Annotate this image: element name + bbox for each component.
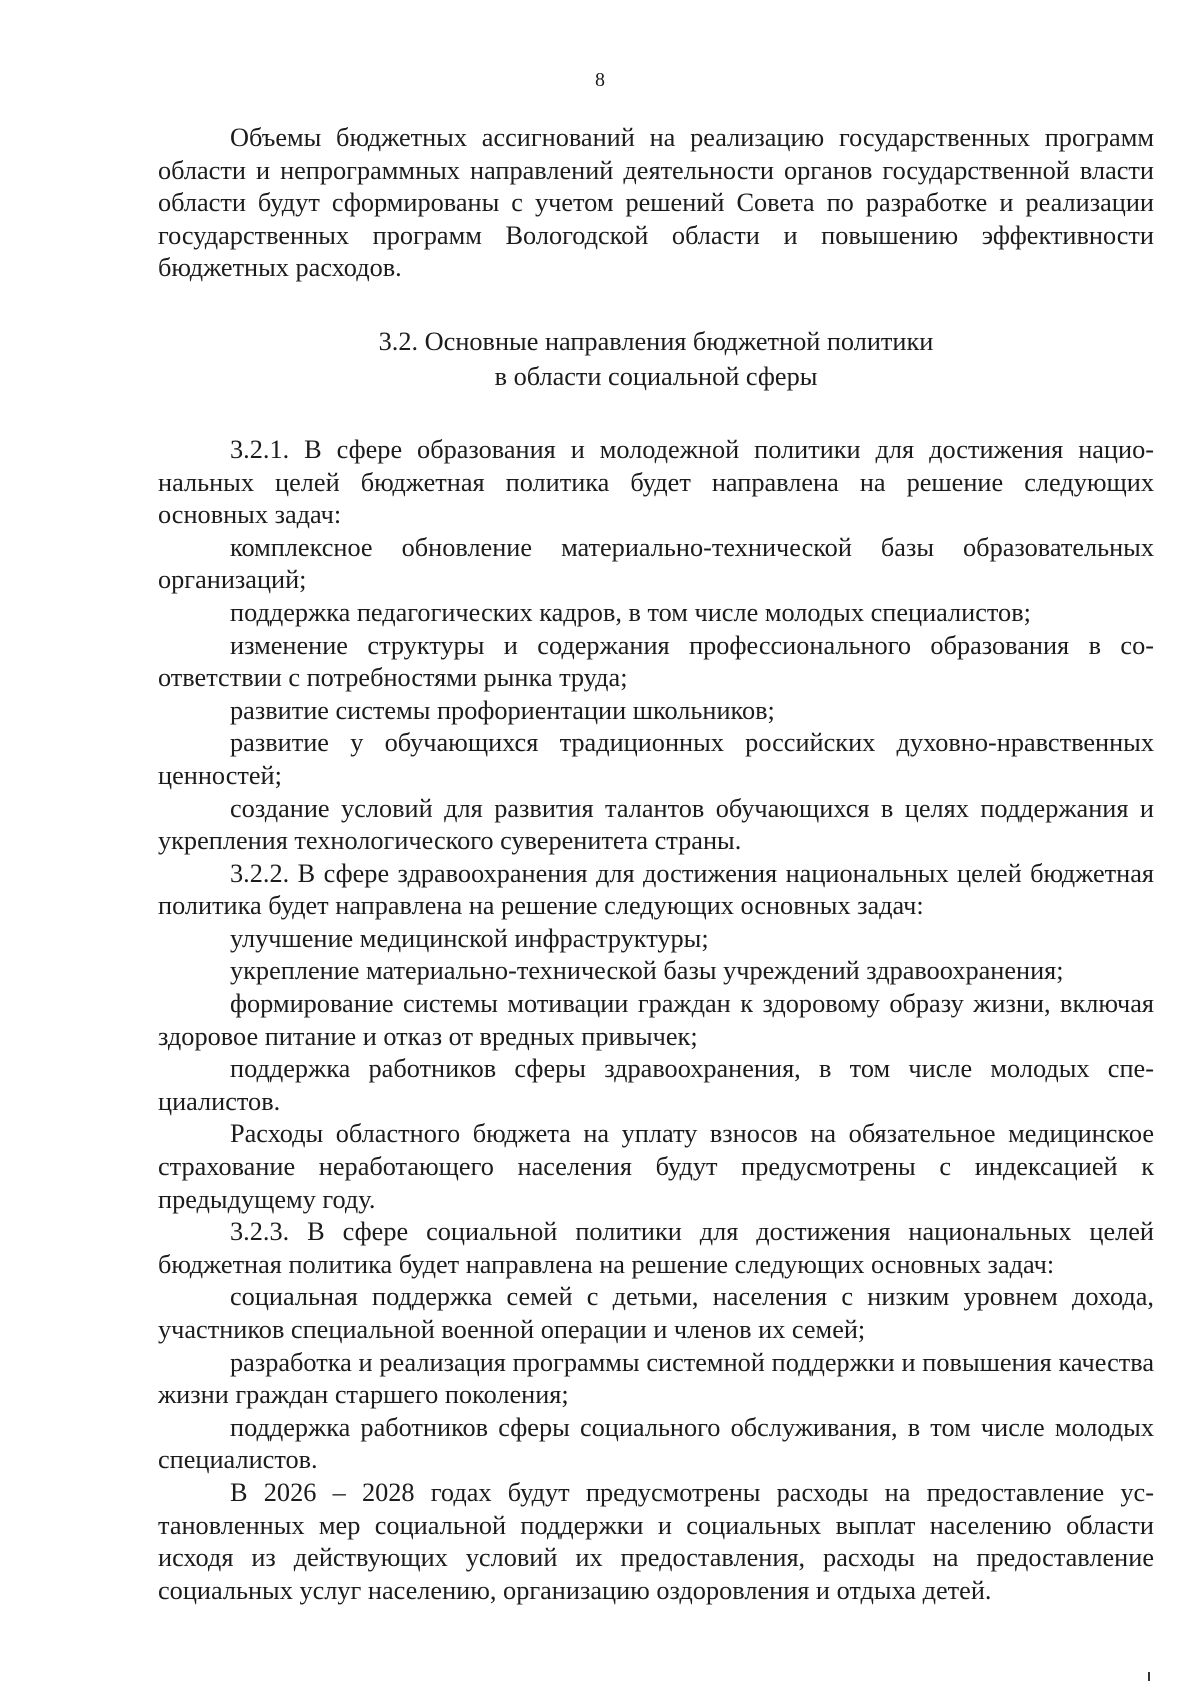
section-heading-line-1: 3.2. Основные направления бюджетной политики <box>378 326 934 356</box>
paragraph-3-2-2-intro: 3.2.2. В сфере здравоохранения для достижения национальных целей бюджетная политика будет направлена на решение следующих основных задач: <box>158 858 1154 921</box>
intro-paragraph: Объемы бюджетных ассигнований на реализацию государственных программ области и непрограммных направлений деятельности органов государственной власти области будут сформированы с учетом решений Совета по разработке и реализации государственных программ Вологодской области и повышению эффективности бюджетных расходов. <box>158 123 1154 283</box>
list-item-health-4: поддержка работников сферы здравоохранения, в том числе молодых специалистов. <box>158 1054 1154 1116</box>
list-item-education-4: развитие системы профориентации школьников; <box>230 695 775 725</box>
list-item-education-6: создание условий для развития талантов обучающихся в целях поддержания и укрепления технологического суверенитета страны. <box>158 793 1154 856</box>
scan-mark <box>1148 1672 1150 1681</box>
paragraph-medical-insurance: Расходы областного бюджета на уплату взносов на обязательное медицинское страхование неработающего населения будут предусмотрены с индексацией к предыдущему году. <box>158 1119 1154 1214</box>
page-number: 8 <box>595 69 605 91</box>
list-item-education-3: изменение структуры и содержания профессионального образования в соответствии с потребностями рынка труда; <box>158 630 1154 693</box>
list-item-social-1: социальная поддержка семей с детьми, населения с низким уровнем дохода, участников специальной военной операции и членов их семей; <box>158 1282 1154 1344</box>
document-body <box>158 122 1154 1607</box>
paragraph-3-2-3-intro: 3.2.3. В сфере социальной политики для достижения национальных целей бюджетная политика будет направлена на решение следующих основных задач: <box>158 1217 1154 1279</box>
list-item-education-2: поддержка педагогических кадров, в том числе молодых специалистов; <box>230 597 1031 627</box>
section-heading <box>158 324 1154 394</box>
list-item-health-3: формирование системы мотивации граждан к здоровому образу жизни, включая здоровое питание и отказ от вредных привычек; <box>158 989 1154 1051</box>
section-heading-line-2: в области социальной сферы <box>494 361 818 391</box>
list-item-social-2: разработка и реализация программы системной поддержки и повышения качества жизни граждан старшего поколения; <box>158 1347 1154 1410</box>
list-item-social-3: поддержка работников сферы социального обслуживания, в том числе молодых специалистов. <box>158 1412 1154 1475</box>
paragraph-3-2-1-intro: 3.2.1. В сфере образования и молодежной политики для достижения национальных целей бюджетная политика будет направлена на решение следующих основных задач: <box>158 434 1154 530</box>
list-item-education-1: комплексное обновление материально-технической базы образовательных организаций; <box>158 532 1154 595</box>
list-item-education-5: развитие у обучающихся традиционных российских духовно-нравственных ценностей; <box>158 728 1154 790</box>
list-item-health-1: улучшение медицинской инфраструктуры; <box>230 923 709 953</box>
list-item-health-2: укрепление материально-технической базы учреждений здравоохранения; <box>230 956 1064 986</box>
paragraph-social-expenses: В 2026 – 2028 годах будут предусмотрены расходы на предоставление установленных мер социальной поддержки и социальных выплат населению области исходя из действующих условий их предоставления, расходы на предоставление социальных услуг населению, организацию оздоровления и отдыха детей. <box>158 1477 1154 1605</box>
